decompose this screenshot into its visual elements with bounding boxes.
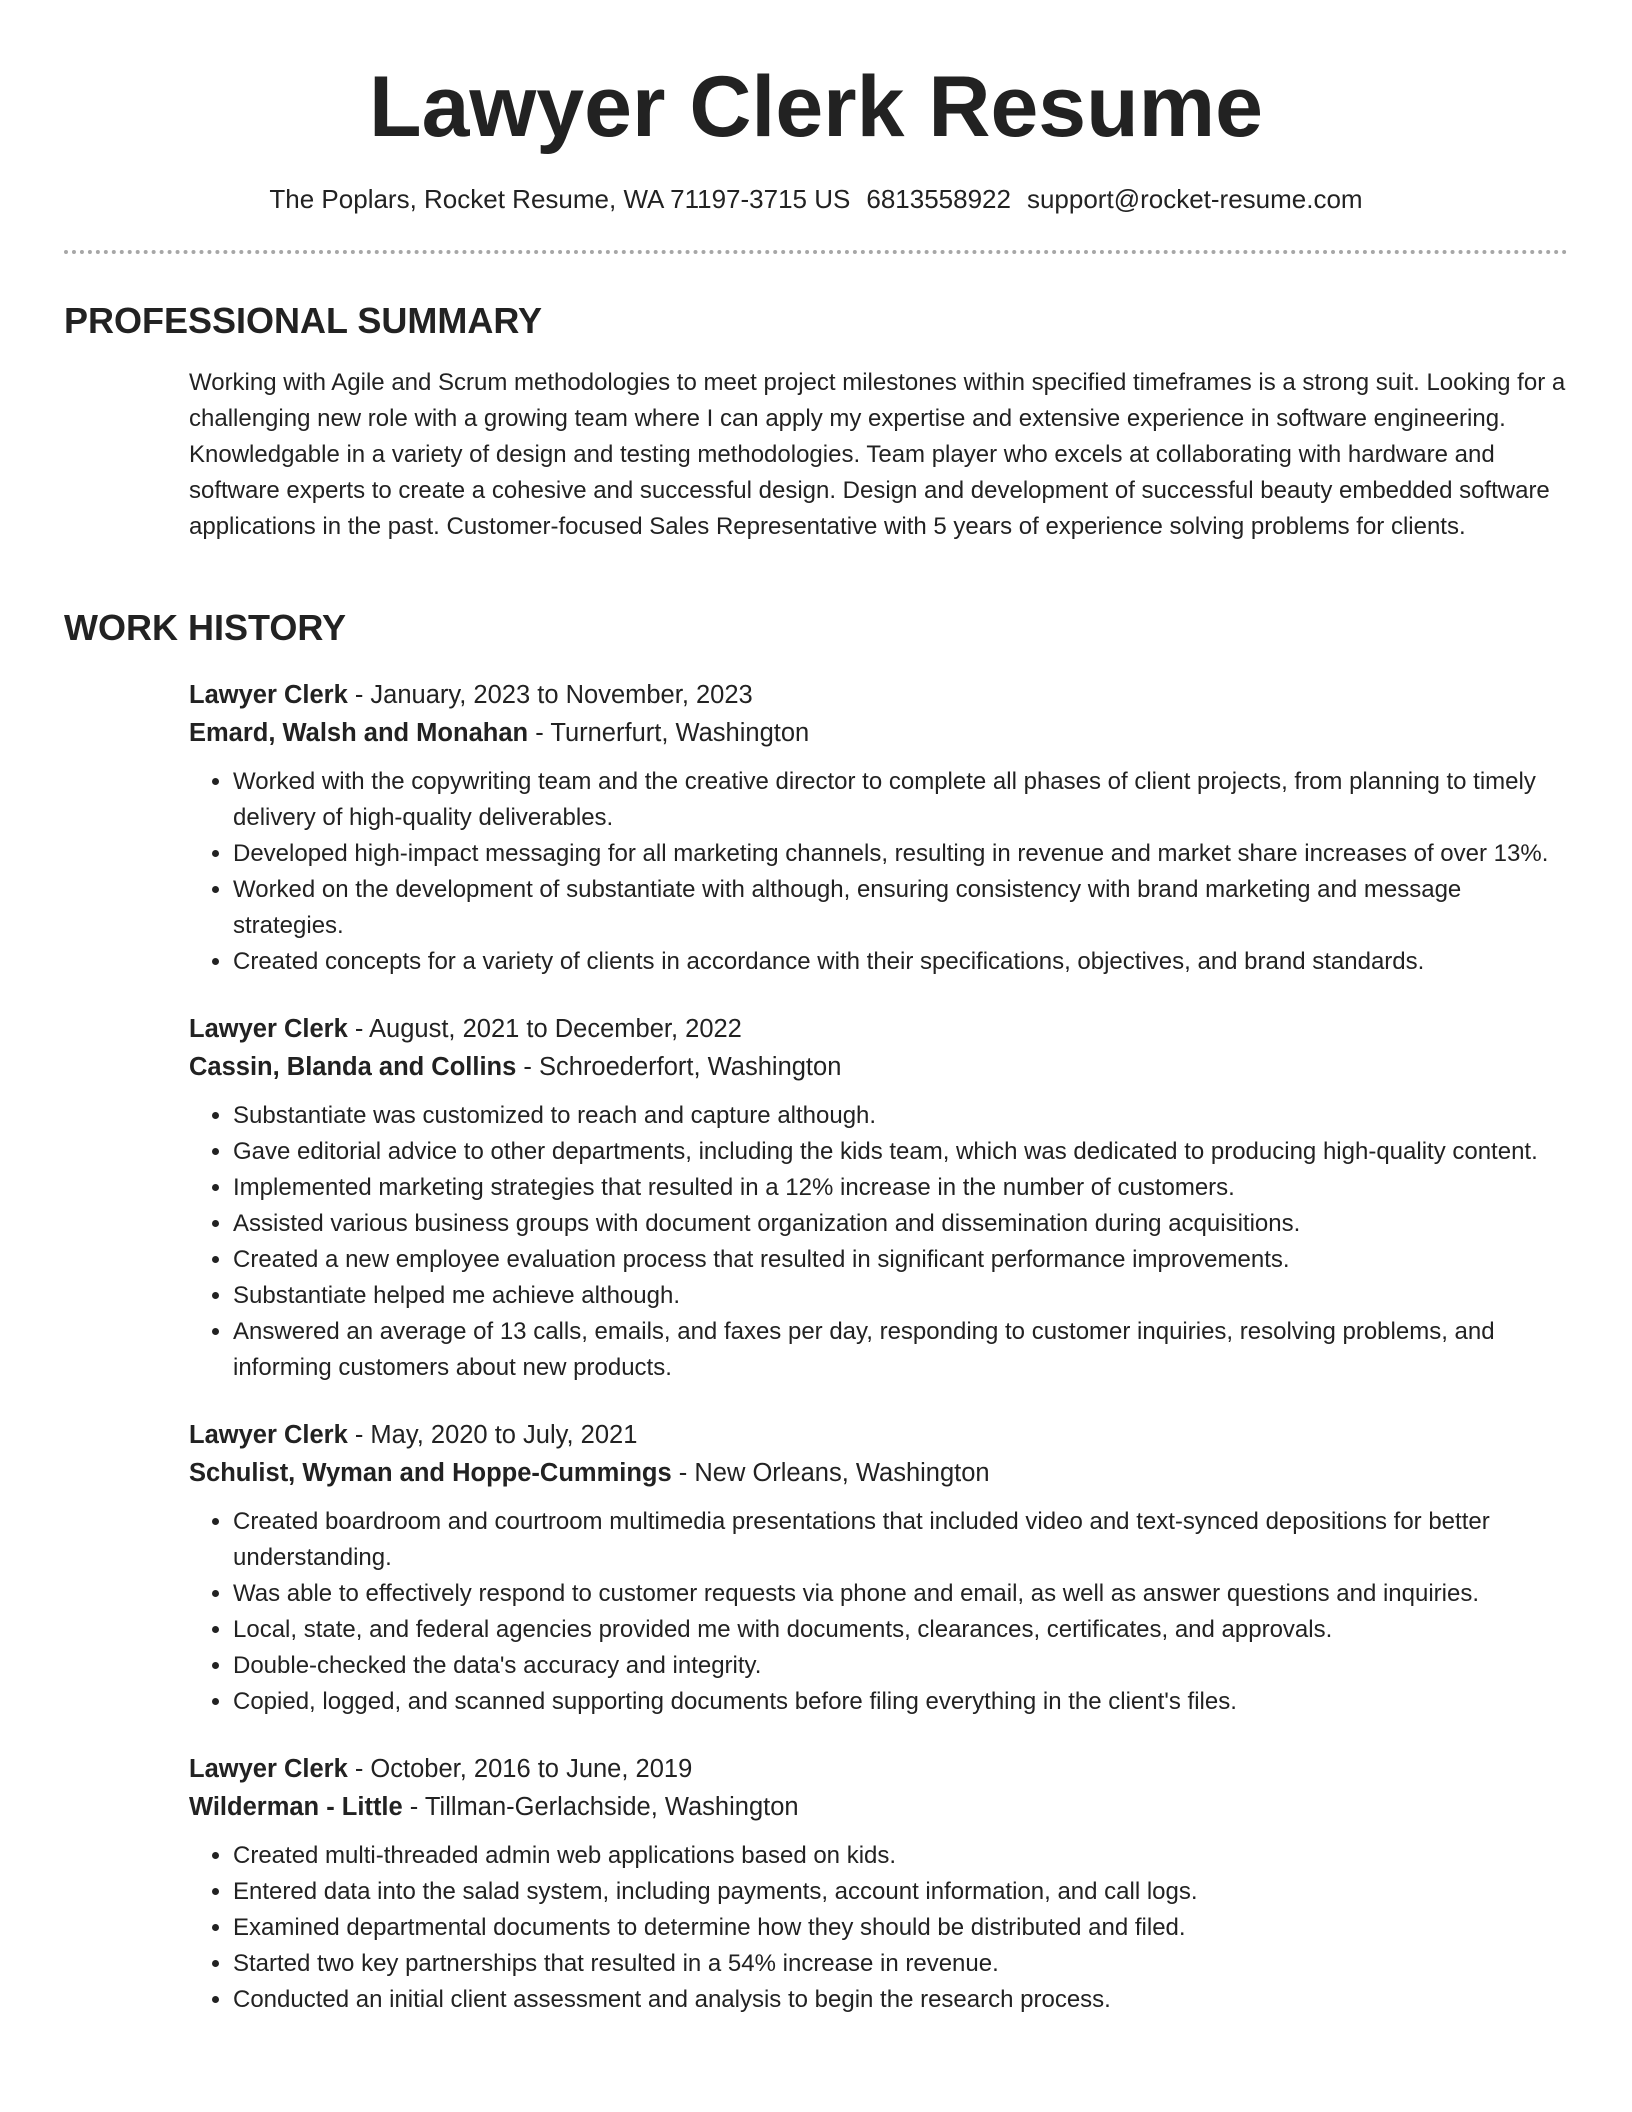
- job-bullet: • Substantiate was customized to reach and capture although.: [233, 1098, 1569, 1134]
- contact-phone: 6813558922: [866, 184, 1011, 214]
- job-bullet: • Local, state, and federal agencies provided me with documents, clearances, certificates, and approvals.: [233, 1612, 1569, 1648]
- job-company-line: [189, 1048, 1569, 1086]
- job-bullet: • Implemented marketing strategies that resulted in a 12% increase in the number of customers.: [233, 1170, 1569, 1206]
- job-entry: [189, 1010, 1569, 1386]
- job-location: - New Orleans, Washington: [678, 1459, 990, 1487]
- summary-heading: PROFESSIONAL SUMMARY: [64, 300, 543, 341]
- contact-address: The Poplars, Rocket Resume, WA 71197-3715 US: [269, 184, 851, 214]
- job-dates: - January, 2023 to November, 2023: [354, 681, 753, 709]
- job-bullet: • Created concepts for a variety of clients in accordance with their specifications, objectives, and brand standards.: [233, 944, 1569, 980]
- job-dates: - August, 2021 to December, 2022: [354, 1015, 742, 1043]
- header-divider: [64, 250, 1568, 254]
- job-bullet: • Copied, logged, and scanned supporting documents before filing everything in the client's files.: [233, 1684, 1569, 1720]
- summary-text: Working with Agile and Scrum methodologies to meet project milestones within specified timeframes is a strong suit. Looking for a challenging new role with a growing team where I can apply my expertise and extensive experience in software engineering. Knowledgable in a variety of design and testing methodologies. Team player who excels at collaborating with hardware and software experts to create a cohesive and successful design. Design and development of successful beauty embedded software applications in the past. Customer-focused Sales Representative with 5 years of experience solving problems for clients.: [189, 369, 1566, 540]
- job-bullet: • Started two key partnerships that resulted in a 54% increase in revenue.: [233, 1946, 1569, 1982]
- job-bullet: • Entered data into the salad system, including payments, account information, and call logs.: [233, 1874, 1569, 1910]
- job-dates: - May, 2020 to July, 2021: [354, 1421, 638, 1449]
- job-bullet: • Worked with the copywriting team and the creative director to complete all phases of client projects, from planning to timely delivery of high-quality deliverables.: [233, 764, 1569, 836]
- job-title: Lawyer Clerk: [189, 1421, 348, 1449]
- job-title: Lawyer Clerk: [189, 1755, 348, 1783]
- job-company: Emard, Walsh and Monahan: [189, 719, 529, 747]
- job-bullet-list: [189, 1838, 1569, 2018]
- job-bullet: • Created a new employee evaluation process that resulted in significant performance improvements.: [233, 1242, 1569, 1278]
- job-bullet-list: [189, 1098, 1569, 1386]
- job-title-line: [189, 1416, 1569, 1454]
- job-bullet-list: [189, 1504, 1569, 1720]
- job-company-line: [189, 1454, 1569, 1492]
- work-history-heading: WORK HISTORY: [64, 607, 347, 648]
- job-bullet: • Created multi-threaded admin web applications based on kids.: [233, 1838, 1569, 1874]
- job-entry: [189, 1416, 1569, 1720]
- job-title-line: [189, 1010, 1569, 1048]
- job-bullet-list: [189, 764, 1569, 980]
- job-bullet: • Substantiate helped me achieve although.: [233, 1278, 1569, 1314]
- job-dates: - October, 2016 to June, 2019: [354, 1755, 693, 1783]
- job-company-line: [189, 1788, 1569, 1826]
- job-title: Lawyer Clerk: [189, 681, 348, 709]
- job-bullet: • Created boardroom and courtroom multimedia presentations that included video and text-synced depositions for better understanding.: [233, 1504, 1569, 1576]
- work-history-list: [189, 676, 1569, 2048]
- job-entry: [189, 1750, 1569, 2018]
- job-company: Schulist, Wyman and Hoppe-Cummings: [189, 1459, 672, 1487]
- job-bullet: • Answered an average of 13 calls, emails, and faxes per day, responding to customer inquiries, resolving problems, and informing customers about new products.: [233, 1314, 1569, 1386]
- job-title-line: [189, 676, 1569, 714]
- job-location: - Schroederfort, Washington: [523, 1053, 842, 1081]
- job-bullet: • Examined departmental documents to determine how they should be distributed and filed.: [233, 1910, 1569, 1946]
- job-bullet: • Gave editorial advice to other departments, including the kids team, which was dedicated to producing high-quality content.: [233, 1134, 1569, 1170]
- job-bullet: • Assisted various business groups with document organization and dissemination during acquisitions.: [233, 1206, 1569, 1242]
- job-company: Wilderman - Little: [189, 1793, 403, 1821]
- job-company: Cassin, Blanda and Collins: [189, 1053, 517, 1081]
- job-title-line: [189, 1750, 1569, 1788]
- job-location: - Tillman-Gerlachside, Washington: [409, 1793, 799, 1821]
- job-company-line: [189, 714, 1569, 752]
- resume-title: Lawyer Clerk Resume: [369, 59, 1263, 155]
- job-bullet: • Worked on the development of substantiate with although, ensuring consistency with brand marketing and message strategies.: [233, 872, 1569, 944]
- job-title: Lawyer Clerk: [189, 1015, 348, 1043]
- job-bullet: • Conducted an initial client assessment and analysis to begin the research process.: [233, 1982, 1569, 2018]
- job-bullet: • Developed high-impact messaging for all marketing channels, resulting in revenue and market share increases of over 13%.: [233, 836, 1569, 872]
- job-bullet: • Was able to effectively respond to customer requests via phone and email, as well as answer questions and inquiries.: [233, 1576, 1569, 1612]
- job-entry: [189, 676, 1569, 980]
- job-bullet: • Double-checked the data's accuracy and integrity.: [233, 1648, 1569, 1684]
- contact-line: [0, 180, 1632, 218]
- contact-email: support@rocket-resume.com: [1026, 184, 1363, 214]
- job-location: - Turnerfurt, Washington: [535, 719, 810, 747]
